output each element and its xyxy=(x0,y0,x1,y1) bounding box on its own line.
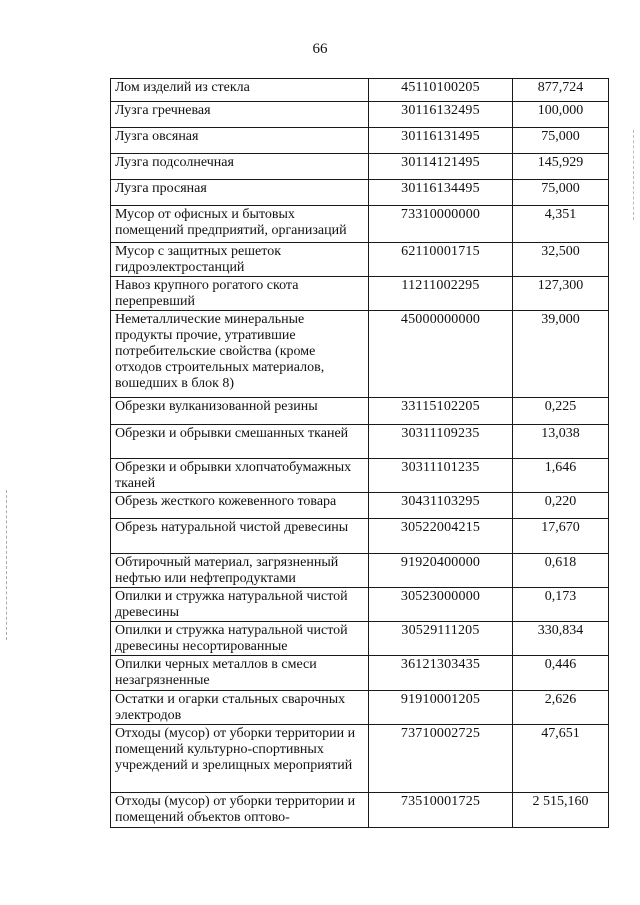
cell-name: Обрезки вулканизованной резины xyxy=(111,398,369,425)
cell-code: 30114121495 xyxy=(369,154,513,180)
cell-name: Лузга овсяная xyxy=(111,128,369,154)
cell-value: 127,300 xyxy=(513,277,609,311)
scan-artifact xyxy=(6,490,10,640)
cell-name: Неметаллические минеральные продукты прочие, утратившие потребительские свойства (кроме отходов строительных материалов, вошедших в блок 8) xyxy=(111,311,369,398)
cell-value: 4,351 xyxy=(513,206,609,243)
cell-code: 73510001725 xyxy=(369,793,513,828)
cell-value: 100,000 xyxy=(513,102,609,128)
cell-code: 30311109235 xyxy=(369,425,513,459)
cell-value: 47,651 xyxy=(513,725,609,793)
cell-code: 91910001205 xyxy=(369,691,513,725)
cell-name: Лузга подсолнечная xyxy=(111,154,369,180)
table-row xyxy=(111,398,609,425)
table-row xyxy=(111,154,609,180)
cell-value: 877,724 xyxy=(513,79,609,102)
cell-code: 11211002295 xyxy=(369,277,513,311)
table-row xyxy=(111,793,609,828)
cell-code: 30529111205 xyxy=(369,622,513,656)
cell-code: 30116132495 xyxy=(369,102,513,128)
cell-value: 0,220 xyxy=(513,493,609,519)
cell-code: 30311101235 xyxy=(369,459,513,493)
cell-code: 30431103295 xyxy=(369,493,513,519)
cell-name: Лузга просяная xyxy=(111,180,369,206)
cell-code: 91920400000 xyxy=(369,554,513,588)
cell-value: 0,225 xyxy=(513,398,609,425)
cell-code: 30116131495 xyxy=(369,128,513,154)
cell-name: Опилки черных металлов в смеси незагрязненные xyxy=(111,656,369,691)
cell-code: 62110001715 xyxy=(369,243,513,277)
table-row xyxy=(111,493,609,519)
table-row xyxy=(111,725,609,793)
cell-code: 73310000000 xyxy=(369,206,513,243)
table-row xyxy=(111,277,609,311)
cell-name: Опилки и стружка натуральной чистой древесины xyxy=(111,588,369,622)
cell-name: Мусор с защитных решеток гидроэлектростанций xyxy=(111,243,369,277)
cell-name: Отходы (мусор) от уборки территории и помещений объектов оптово- xyxy=(111,793,369,828)
table-row xyxy=(111,243,609,277)
cell-value: 1,646 xyxy=(513,459,609,493)
page-number: 66 xyxy=(312,41,328,57)
cell-value: 17,670 xyxy=(513,519,609,554)
cell-name: Лом изделий из стекла xyxy=(111,79,369,102)
scan-artifact xyxy=(627,130,634,220)
cell-code: 30116134495 xyxy=(369,180,513,206)
waste-table xyxy=(110,78,609,828)
cell-value: 75,000 xyxy=(513,128,609,154)
cell-name: Обтирочный материал, загрязненный нефтью или нефтепродуктами xyxy=(111,554,369,588)
cell-code: 36121303435 xyxy=(369,656,513,691)
table-row xyxy=(111,622,609,656)
cell-code: 30523000000 xyxy=(369,588,513,622)
cell-name: Обрезки и обрывки смешанных тканей xyxy=(111,425,369,459)
table-row xyxy=(111,519,609,554)
cell-code: 45000000000 xyxy=(369,311,513,398)
cell-name: Обрезь натуральной чистой древесины xyxy=(111,519,369,554)
table-row xyxy=(111,102,609,128)
table-row xyxy=(111,79,609,102)
cell-value: 39,000 xyxy=(513,311,609,398)
cell-value: 330,834 xyxy=(513,622,609,656)
cell-name: Отходы (мусор) от уборки территории и помещений культурно-спортивных учреждений и зрелищных мероприятий xyxy=(111,725,369,793)
cell-value: 0,173 xyxy=(513,588,609,622)
cell-code: 45110100205 xyxy=(369,79,513,102)
table-row xyxy=(111,656,609,691)
cell-value: 145,929 xyxy=(513,154,609,180)
table-row xyxy=(111,206,609,243)
table-row xyxy=(111,554,609,588)
cell-name: Лузга гречневая xyxy=(111,102,369,128)
table-row xyxy=(111,128,609,154)
table-row xyxy=(111,311,609,398)
table-row xyxy=(111,588,609,622)
cell-name: Опилки и стружка натуральной чистой древесины несортированные xyxy=(111,622,369,656)
cell-value: 75,000 xyxy=(513,180,609,206)
cell-value: 13,038 xyxy=(513,425,609,459)
cell-code: 33115102205 xyxy=(369,398,513,425)
cell-name: Остатки и огарки стальных сварочных электродов xyxy=(111,691,369,725)
cell-value: 0,618 xyxy=(513,554,609,588)
cell-value: 2,626 xyxy=(513,691,609,725)
table-row xyxy=(111,459,609,493)
cell-name: Обрезь жесткого кожевенного товара xyxy=(111,493,369,519)
table-row xyxy=(111,425,609,459)
table-row xyxy=(111,180,609,206)
cell-value: 32,500 xyxy=(513,243,609,277)
cell-name: Обрезки и обрывки хлопчатобумажных тканей xyxy=(111,459,369,493)
cell-value: 0,446 xyxy=(513,656,609,691)
cell-code: 73710002725 xyxy=(369,725,513,793)
cell-name: Навоз крупного рогатого скота перепревший xyxy=(111,277,369,311)
cell-name: Мусор от офисных и бытовых помещений предприятий, организаций xyxy=(111,206,369,243)
cell-value: 2 515,160 xyxy=(513,793,609,828)
cell-code: 30522004215 xyxy=(369,519,513,554)
table-row xyxy=(111,691,609,725)
